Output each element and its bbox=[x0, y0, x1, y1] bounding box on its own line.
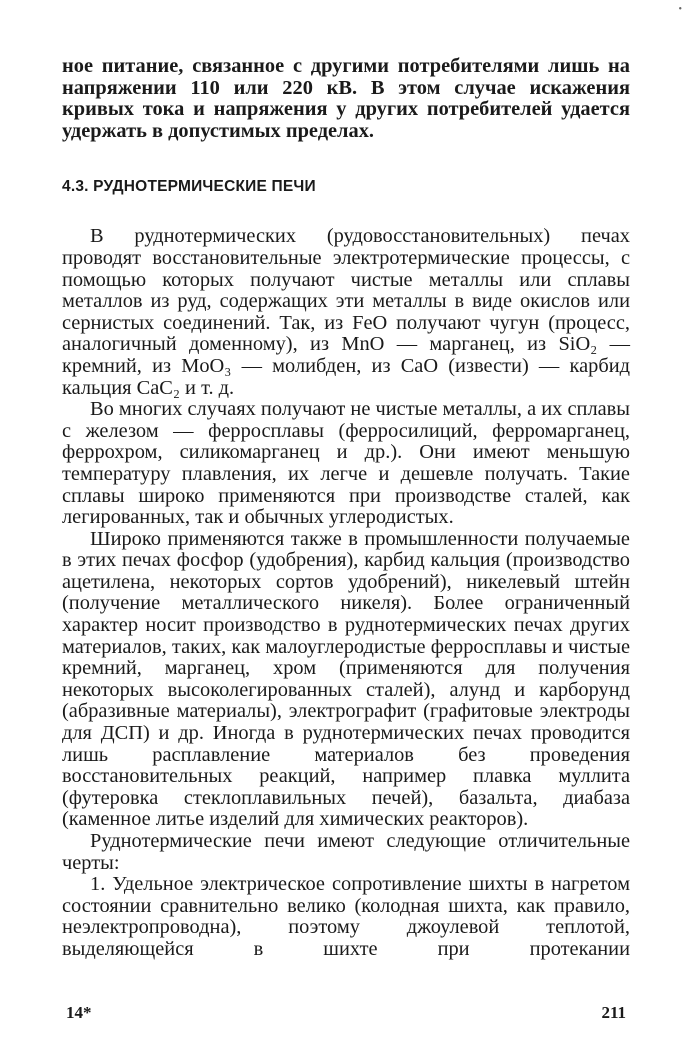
page-number: 211 bbox=[601, 1003, 626, 1022]
paragraph-2: Во многих случаях получают не чистые металлы, а их сплавы с железом — ферросплавы (ферросилиций, ферромарганец, феррохром, силикомарганец и др.). Они имеют меньшую температуру плавления, их легче и дешевле получать. Такие сплавы широко применяются при производстве сталей, как легированных, так и обычных углеродистых. bbox=[62, 398, 630, 529]
intro-paragraph: ное питание, связанное с другими потребителями лишь на напряжении 110 или 220 кВ. В этом случае искажения кривых тока и напряжения у других потребителей удается удержать в допустимых пределах. bbox=[62, 55, 630, 142]
page-footer bbox=[66, 1003, 626, 1023]
paragraph-3: Широко применяются также в промышленности получаемые в этих печах фосфор (удобрения), карбид кальция (производство ацетилена, некоторых сортов удобрений), никелевый штейн (получение металлического никеля). Более ограниченный характер носит производство в руднотермических печах других материалов, таких, как малоуглеродистые ферросплавы и чистые кремний, марганец, хром (применяются для получения некоторых высоколегированных сталей), алунд и карборунд (абразивные материалы), электрографит (графитовые электроды для ДСП) и др. Иногда в руднотермических печах проводится лишь расплавление материалов без проведения восстановительных реакций, например плавка муллита (футеровка стеклоплавильных печей), базальта, диабаза (каменное литье изделий для химических реакторов). bbox=[62, 527, 630, 831]
paragraph-1: В руднотермических (рудовосстановительных) печах проводят восстановительные электротермические процессы, с помощью которых получают чистые металлы или сплавы металлов из руд, содержащих эти металлы в виде окислов или сернистых соединений. Так, из FeO получают чугун (процесс, аналогичный доменному), из MnO — марганец, из SiO₂ — кремний, из MoO₃ — молибден, из CaO (извести) — карбид кальция CaC₂ и т. д. bbox=[62, 225, 630, 399]
corner-mark: • bbox=[678, 4, 682, 15]
paragraph-5: 1. Удельное электрическое сопротивление шихты в нагретом состоянии сравнительно велико (колодная шихта, как правило, неэлектропроводна), поэтому джоулевой теплотой, выделяющейся в шихте при протекании bbox=[62, 873, 630, 960]
section-heading: 4.3. РУДНОТЕРМИЧЕСКИЕ ПЕЧИ bbox=[62, 178, 316, 196]
signature-mark: 14* bbox=[66, 1003, 92, 1022]
paragraph-4: Руднотермические печи имеют следующие отличительные черты: bbox=[62, 830, 630, 874]
